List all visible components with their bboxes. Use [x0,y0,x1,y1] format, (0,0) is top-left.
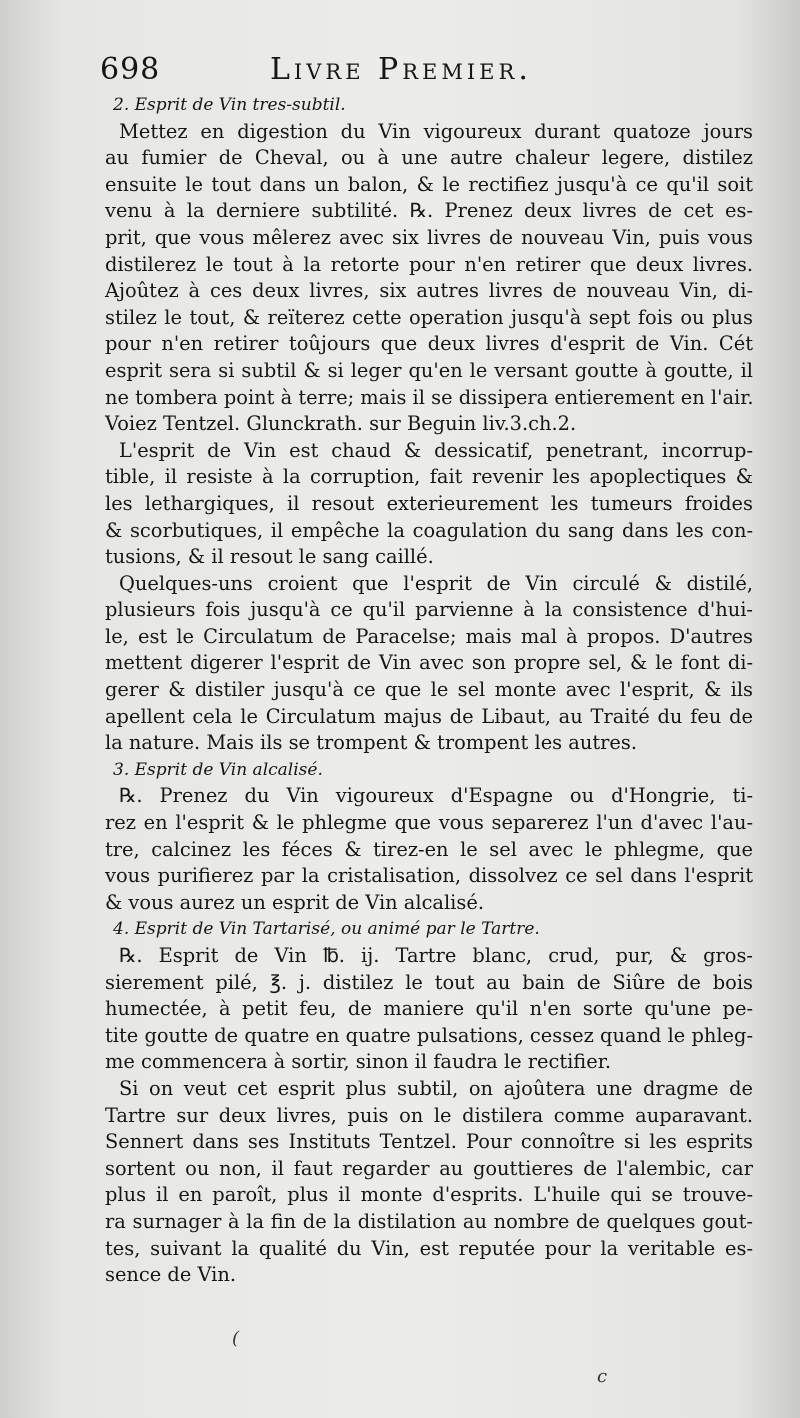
text-line: plus il en paroît, plus il monte d'esprits. L'huile qui se trouve- [105,1183,753,1207]
text-line: ensuite le tout dans un balon, & le rectifiez jusqu'à ce qu'il soit [105,172,753,196]
text-line: la nature. Mais ils se trompent & trompent les autres. [105,731,637,755]
text-line: tite goutte de quatre en quatre pulsations, cessez quand le phleg- [105,1023,753,1047]
text-line: Quelques-uns croient que l'esprit de Vin circulé & distilé, [119,571,753,595]
section-heading: 3. Esprit de Vin alcalisé. [113,759,323,780]
page-number: 698 [100,52,161,87]
text-line: au fumier de Cheval, ou à une autre chaleur legere, distilez [105,146,753,170]
text-line: Sennert dans ses Instituts Tentzel. Pour connoître si les esprits [105,1130,753,1154]
text-line: tes, suivant la qualité du Vin, est reputée pour la veritable es- [105,1236,753,1260]
text-line: pour n'en retirer toûjours que deux livres d'esprit de Vin. Cét [105,332,753,356]
text-line: Mettez en digestion du Vin vigoureux durant quatoze jours [119,119,753,143]
text-line: L'esprit de Vin est chaud & dessicatif, penetrant, incorrup- [119,438,753,462]
running-title: Livre Premier. [270,52,532,87]
stray-mark: c [597,1366,608,1387]
text-line: humectée, à petit feu, de maniere qu'il n'en sorte qu'une pe- [105,997,753,1021]
text-line: Ajoûtez à ces deux livres, six autres livres de nouveau Vin, di- [105,279,753,303]
text-line: tusions, & il resout le sang caillé. [105,545,434,569]
text-line: sortent ou non, il faut regarder au gouttieres de l'alembic, car [105,1156,753,1180]
text-line: les lethargiques, il resout exterieurement les tumeurs froides [105,491,753,515]
text-line: stilez le tout, & reïterez cette operation jusqu'à sept fois ou plus [105,305,753,329]
text-line: Tartre sur deux livres, puis on le distilera comme auparavant. [105,1103,753,1127]
text-line: & scorbutiques, il empêche la coagulation du sang dans les con- [105,518,753,542]
text-line: mettent digerer l'esprit de Vin avec son propre sel, & le font di- [105,651,753,675]
text-line: & vous aurez un esprit de Vin alcalisé. [105,890,484,914]
text-line: esprit sera si subtil & si leger qu'en le versant goutte à goutte, il [105,358,753,382]
text-line: vous purifierez par la cristalisation, dissolvez ce sel dans l'esprit [105,864,753,888]
text-line: Si on veut cet esprit plus subtil, on ajoûtera une dragme de [119,1076,753,1100]
section-heading: 2. Esprit de Vin tres-subtil. [113,95,346,115]
text-line: Voiez Tentzel. Glunckrath. sur Beguin liv.3.ch.2. [105,412,577,436]
text-line: sierement pilé, ℥. j. distilez le tout au bain de Siûre de bois [105,970,753,994]
text-line: distilerez le tout à la retorte pour n'en retirer que deux livres. [105,252,753,276]
page-body [105,92,753,1289]
text-line: ra surnager à la fin de la distilation au nombre de quelques gout- [105,1209,753,1233]
text-line: me commencera à sortir, sinon il faudra le rectifier. [105,1050,612,1074]
text-line: tible, il resiste à la corruption, fait revenir les apoplectiques & [105,465,753,489]
text-line: sence de Vin. [105,1263,236,1287]
text-line: venu à la derniere subtilité. ℞. Prenez deux livres de cet es- [105,199,753,223]
text-line: gerer & distiler jusqu'à ce que le sel monte avec l'esprit, & ils [105,678,753,702]
page-header [100,52,740,92]
text-line: apellent cela le Circulatum majus de Libaut, au Traité du feu de [105,704,753,728]
text-line: ne tombera point à terre; mais il se dissipera entierement en l'air. [105,385,754,409]
stray-mark: ( [232,1328,240,1349]
text-line: rez en l'esprit & le phlegme que vous separerez l'un d'avec l'au- [105,811,753,835]
text-line: le, est le Circulatum de Paracelse; mais mal à propos. D'autres [105,624,753,648]
section-heading: 4. Esprit de Vin Tartarisé, ou animé par le Tartre. [113,919,540,940]
text-line: tre, calcinez les féces & tirez-en le sel avec le phlegme, que [105,837,753,861]
text-line: plusieurs fois jusqu'à ce qu'il parvienne à la consistence d'hui- [105,598,753,622]
text-line: ℞. Prenez du Vin vigoureux d'Espagne ou d'Hongrie, ti- [119,784,753,808]
text-line: ℞. Esprit de Vin ℔. ij. Tartre blanc, crud, pur, & gros- [119,944,753,967]
text-line: prit, que vous mêlerez avec six livres de nouveau Vin, puis vous [105,225,753,249]
